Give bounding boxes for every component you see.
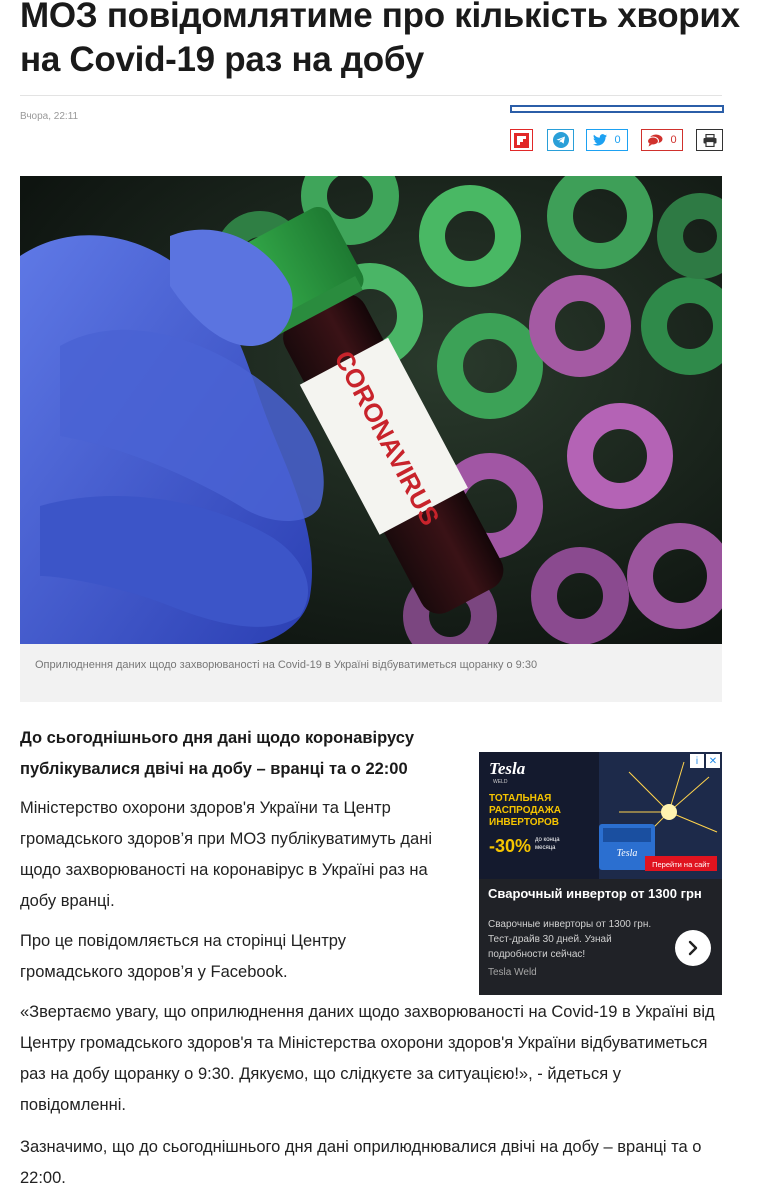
article-hero-image	[20, 176, 722, 644]
tube-label-text: CORONAVIRUS	[328, 345, 446, 531]
advertisement[interactable]	[479, 752, 722, 995]
ad-brand-logo: Tesla	[489, 759, 526, 778]
article-paragraph: Зазначимо, що до сьогоднішнього дня дані оприлюднювалися двічі на добу – вранці та о 22:00.	[20, 1138, 702, 1187]
ad-brand-sub: WELD	[493, 779, 508, 785]
title-divider	[20, 95, 722, 96]
twitter-icon	[593, 134, 607, 146]
ad-discount: -30%	[489, 836, 532, 856]
telegram-icon	[553, 132, 569, 148]
ad-next-button[interactable]	[675, 930, 711, 966]
article-paragraph: Міністерство охорони здоров'я України та Центр громадського здоров’я при МОЗ публікуватимуть дані щодо захворюваності на коронавірус в Україні раз на добу вранці.	[20, 799, 433, 910]
publish-date: Вчора, 22:11	[20, 111, 79, 122]
ad-headline[interactable]: Сварочный инвертор от 1300 грн	[488, 886, 702, 901]
ad-info-icon[interactable]: i	[690, 754, 704, 768]
rating-bar	[510, 105, 724, 113]
article-paragraph: Про це повідомляється на сторінці Центру громадського здоров’я у Facebook.	[20, 932, 347, 981]
twitter-share-button[interactable]	[586, 129, 628, 151]
ad-body: Сварочные инверторы от 1300 грн. Тест-драйв 30 дней. Узнай подробности сейчас!	[488, 919, 652, 960]
ad-discount-note1: до конца	[535, 837, 560, 843]
image-caption-box	[20, 644, 722, 702]
coronavirus-test-tube-illustration	[20, 176, 722, 644]
comment-icon	[647, 134, 663, 147]
ad-banner-image	[479, 752, 722, 879]
print-button[interactable]	[696, 129, 723, 151]
article-lead: До сьогоднішнього дня дані щодо коронавірусу публікувалися двічі на добу – вранці та о 22:00	[20, 729, 415, 778]
image-caption: Оприлюднення даних щодо захворюваності на Covid-19 в Україні відбуватиметься щоранку о 9:30	[35, 659, 538, 671]
print-icon	[703, 134, 717, 147]
ad-promo-line3: ИНВЕРТОРОВ	[489, 817, 560, 828]
ad-close-icon[interactable]: ✕	[706, 754, 720, 768]
ad-cta-label: Перейти на сайт	[652, 860, 710, 869]
chevron-right-icon	[687, 940, 699, 956]
comments-button[interactable]	[641, 129, 683, 151]
flipboard-share-button[interactable]	[510, 129, 533, 151]
ad-badges	[690, 754, 720, 768]
article-title: МОЗ повідомлятиме про кількість хворих на Covid-19 раз на добу	[20, 0, 740, 79]
ad-device-brand: Tesla	[616, 848, 638, 859]
twitter-count: 0	[614, 134, 621, 146]
article-paragraph: «Звертаємо увагу, що оприлюднення даних щодо захворюваності на Covid-19 в Україні від Центру громадського здоров'я та Міністерства охорони здоров'я України відбуватиметься раз на добу щоранку о 9:30. Дякуємо, що слідкуєте за ситуацією!», - йдеться у повідомленні.	[20, 1003, 715, 1114]
flipboard-icon	[514, 133, 529, 148]
comments-count: 0	[670, 134, 677, 146]
ad-promo-line1: ТОТАЛЬНАЯ	[489, 793, 552, 804]
ad-source: Tesla Weld	[488, 967, 537, 978]
ad-discount-note2: месяца	[535, 845, 556, 851]
telegram-share-button[interactable]	[547, 129, 574, 151]
ad-promo-line2: РАСПРОДАЖА	[489, 805, 561, 816]
